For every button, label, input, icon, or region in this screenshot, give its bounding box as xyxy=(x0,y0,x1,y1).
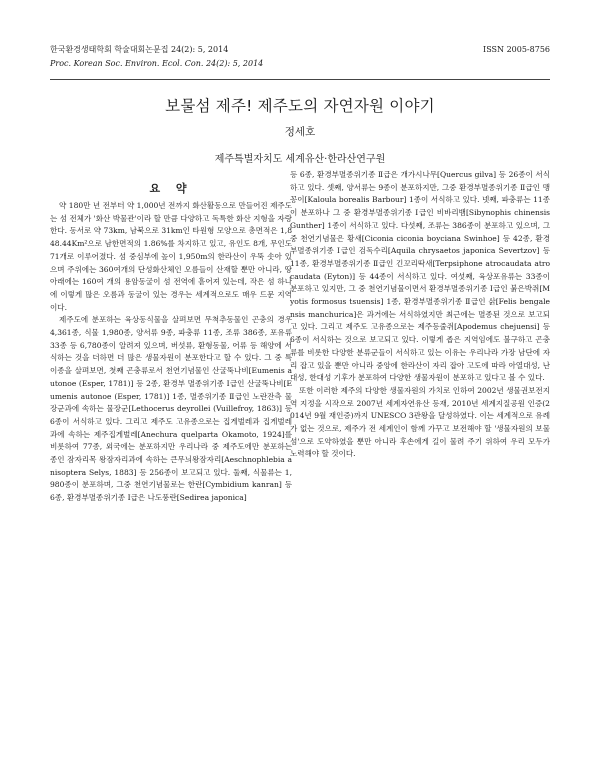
author-affiliation: 제주특별자치도 세계유산·한라산연구원 xyxy=(214,154,386,165)
right-column xyxy=(290,169,550,461)
body-paragraph: 약 180만 년 전부터 약 1,000년 전까지 화산활동으로 만들어진 제주도는 섬 전체가 '화산 박물관'이라 할 만큼 다양하고 독특한 화산 지형을 자랑한다. 동서로 약 73km, 남북으로 31km인 타원형 모양으로 총면적은 1,848.44Km²으로 남한면적의 1.86%를 차지하고 있고, 유인도 8개, 무인도 71개로 이루어졌다. 섬 중심부에 높이 1,950m의 한라산이 우뚝 솟아 있으며 주위에는 360여개의 단성화산체인 오름들이 산재할 뿐만 아니라, 땅 아래에는 160여 개의 용암동굴이 섬 전역에 흩어져 있는데, 작은 섬 하나에 이렇게 많은 오름과 동굴이 있는 경우는 세계적으로도 매우 드문 지역이다. xyxy=(50,201,292,312)
author-name: 정세호 xyxy=(284,126,316,138)
running-header xyxy=(50,44,550,80)
paper-title: 보물섬 제주! 제주도의 자연자원 이야기 xyxy=(165,97,435,115)
journal-citation-english: Proc. Korean Soc. Environ. Ecol. Con. 24(2): 5, 2014 xyxy=(50,59,264,68)
issn: ISSN 2005-8756 xyxy=(483,45,550,54)
left-column xyxy=(50,182,292,505)
journal-citation-korean: 한국환경생태학회 학술대회논문집 24(2): 5, 2014 xyxy=(50,45,229,54)
body-paragraph: 또한 이러한 제주의 다양한 생물자원의 가치로 인하여 2002년 생물권보전지역 지정을 시작으로 2007년 세계자연유산 등재, 2010년 세계지질공원 인증(2014년 9월 재인증)까지 UNESCO 3관왕을 달성하였다. 이는 세계적으로 유례가 없는 것으로, 제주가 전 세계인이 함께 가꾸고 보전해야 할 '생물자원의 보물섬'으로 도약하였을 뿐만 아니라 후손에게 길이 물려 주기 위하여 우리 모두가 노력해야 할 것이다. xyxy=(290,385,550,459)
header-rule xyxy=(50,79,550,80)
body-paragraph: 등 6종, 환경부멸종위기종 Ⅱ급은 개가시나무[Quercus gilva] 등 26종이 서식하고 있다. 셋째, 양서류는 9종이 분포하지만, 그중 환경부멸종위기종 Ⅱ급인 맹꽁이[Kaloula borealis Barbour] 1종이 서식하고 있다. 넷째, 파충류는 11종이 분포하나 그 중 환경부멸종위기종 Ⅰ급인 비바리뱀[Sibynophis chinensis Gunther] 1종이 서식하고 있다. 다섯째, 조류는 386종이 분포하고 있으며, 그 중 천연기념물은 황새[Ciconia ciconia boyciana Swinhoe] 등 42종, 환경부멸종위기종 Ⅰ급인 검독수리[Aquila chrysaetos japonica Severtzov] 등 11종, 환경부멸종위기종 Ⅱ급인 긴꼬리딱새[Terpsiphone atrocaudata atrocaudata (Eyton)] 등 44종이 서식하고 있다. 여섯째, 육상포유류는 33종이 분포하고 있지만, 그 중 천연기념물이면서 환경부멸종위기종 Ⅰ급인 붉은박쥐[Myotis formosus tsuensis] 1종, 환경부멸종위기종 Ⅱ급인 삵[Felis bengalensis manchurica]은 과거에는 서식하였지만 최근에는 멸종된 것으로 보고되고 있다. 그리고 제주도 고유종으로는 제주등줄쥐[Apodemus chejuensi] 등 6종이 서식하는 것으로 보고되고 있다. 이렇게 좁은 지역임에도 불구하고 곤충류를 비롯한 다양한 분류군들이 서식하고 있는 이유는 우리나라 가장 남단에 자리 잡고 있을 뿐만 아니라 중앙에 한라산이 자리 잡아 고도에 따라 아열대성, 난대성, 한대성 기후가 분포하여 다양한 생물자원이 분포하고 있다고 볼 수 있다. xyxy=(290,170,550,383)
abstract-heading: 요 약 xyxy=(149,182,193,195)
body-paragraph: 제주도에 분포하는 육상동식물을 살펴보면 무척추동물인 곤충의 경우 4,361종, 식물 1,980종, 양서류 9종, 파충류 11종, 조류 386종, 포유류 33종 등 6,780종이 알려져 있으며, 버섯류, 환형동물, 어류 등 해양에 서식하는 것을 더하면 더 많은 생물자원이 분포한다고 할 수 있다. 그 중 특이종을 살펴보면, 첫째 곤충류로서 천연기념물인 산굴뚝나비[Eumenis autonoe (Esper, 1781)] 등 2종, 환경부 멸종위기종 Ⅰ급인 산굴뚝나비[Eumenis autonoe (Esper, 1781)] 1종, 멸종위기종 Ⅱ급인 노란잔측 물장군과에 속하는 물장군[Lethocerus deyrollei (Vuillefroy, 1863)] 등 6종이 서식하고 있다. 그리고 제주도 고유종으로는 집게벌레과 집게벌레과에 속하는 제주집게벌레[Anechura quelparta Okamoto, 1924]를 비롯하여 77종, 외국에는 분포하지만 우리나라 중 제주도에만 분포하는 종인 잠자리목 왕잠자리과에 속하는 큰무늬왕잠자리[Aeschnophlebia anisoptera Selys, 1883] 등 256종이 보고되고 있다. 둘째, 식물류는 1,980종이 분포하며, 그중 천연기념물로는 한란[Cymbidium kanran] 등 6종, 환경부멸종위기종 Ⅰ급은 나도풍란[Sedirea japonica] xyxy=(50,315,292,503)
